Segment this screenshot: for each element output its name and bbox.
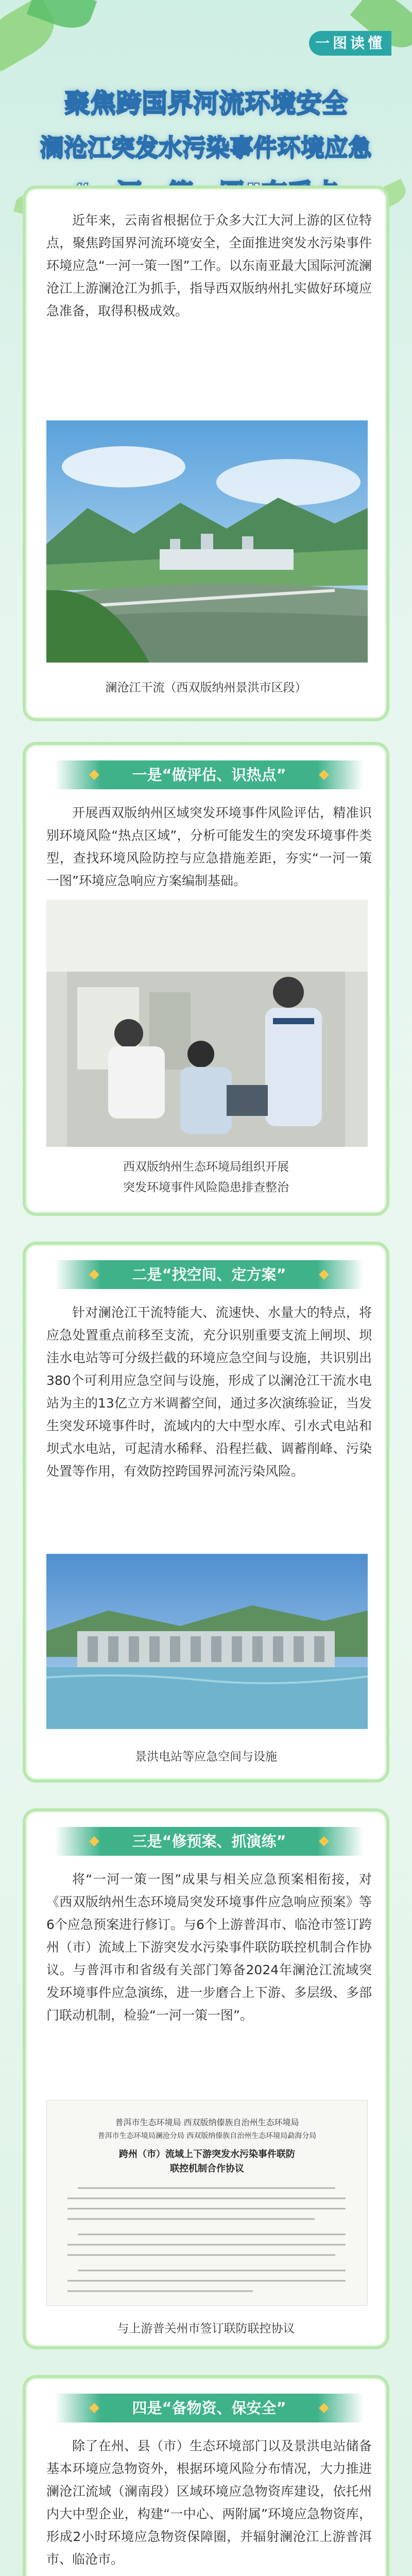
section2-photo [46, 1554, 368, 1729]
intro-paragraph: 近年来，云南省根据位于众多大江大河上游的区位特点，聚焦跨国界河流环境安全，全面推进突发水污染事件环境应急“一河一策一图”工作。以东南亚最大国际河流澜沧江上游澜沧江为抓手，指导西双版纳州扎实做好环境应急准备，取得积极成效。 [46, 213, 372, 318]
section2-card [23, 1242, 389, 1783]
intro-photo [46, 420, 368, 663]
inspection-photo-image [46, 900, 368, 1147]
section2-title: 二是“找空间、定方案” [55, 1260, 364, 1289]
intro-caption: 澜沧江干流（西双版纳州景洪市区段） [105, 681, 307, 694]
category-tag: 一图读懂 [309, 31, 391, 56]
section3-caption: 与上游普关州市签订联防联控协议 [117, 2322, 295, 2335]
river-landscape-image [46, 420, 368, 663]
doc-title-line3: 跨州（市）流域上下游突发水污染事件联防 [119, 2149, 295, 2160]
dam-photo-image [46, 1554, 368, 1729]
section4-card [23, 2375, 389, 2576]
doc-title-line2: 普洱市生态环境局澜沧分局 西双版纳傣族自治州生态环境局勐海分局 [97, 2132, 317, 2140]
section3-title: 三是“修预案、抓演练” [55, 1827, 364, 1856]
title-line-1: 聚焦跨国界河流环境安全 [64, 88, 348, 118]
section1-photo [46, 900, 368, 1147]
intro-card [23, 185, 389, 721]
section1-title: 一是“做评估、识热点” [55, 760, 364, 789]
section1-card [23, 742, 389, 1216]
section2-caption: 景洪电站等应急空间与设施 [135, 1750, 277, 1764]
section4-title: 四是“备物资、保安全” [55, 2394, 364, 2422]
section1-caption-line2: 突发环境事件风险隐患排查整治 [123, 1181, 289, 1194]
section2-paragraph: 针对澜沧江干流特能大、流速快、水量大的特点，将应急处置重点前移至支流，充分识别重要支流上闸坝、坝洼水电站等可分级拦截的环境应急空间与设施，共识别出380个可利用应急空间与设施，形成了以澜沧江干流水电站为主的13亿立方米调蓄空间，通过多次演练验证，当发生突发环境事件时，流域内的大中型水库、引水式电站和坝式水电站，可起清水稀释、沿程拦截、调蓄削峰、污染处置等作用，有效防控跨国界河流污染风险。 [46, 1305, 372, 1479]
doc-title-line1: 普洱市生态环境局 西双版纳傣族自治州生态环境局 [115, 2117, 299, 2127]
title-line-2: 澜沧江突发水污染事件环境应急 [40, 133, 372, 161]
section4-paragraph: 除了在州、县（市）生态环境部门以及景洪电站储备基本环境应急物资外，根据环境风险分布情况，大力推进澜沧江流域（澜南段）区域环境应急物资库建设，依托州内大中型企业，构建“一中心、两附属”环境应急物资库，形成2小时环境应急物资保障圈，并辐射澜沧江上游普洱市、临沧市。 [46, 2438, 372, 2567]
agreement-document [46, 2100, 368, 2306]
section3-card [23, 1808, 389, 2349]
document-body-lines [47, 2100, 368, 2306]
section1-paragraph: 开展西双版纳州区域突发环境事件风险评估，精准识别环境风险“热点区域”，分析可能发生的突发环境事件类型，查找环境风险防控与应急措施差距，夯实“一河一策一图”环境应急响应方案编制基础。 [46, 805, 372, 888]
section1-caption-line1: 西双版纳州生态环境局组织开展 [123, 1160, 289, 1174]
section3-paragraph: 将“一河一策一图”成果与相关应急预案相衔接，对《西双版纳州生态环境局突发环境事件应急响应预案》等6个应急预案进行修订。与6个上游普洱市、临沧市签订跨州（市）流域上下游突发水污染事件联防联控机制合作协议。与普洱市和省级有关部门筹备2024年澜沧江流域突发环境事件应急演练，进一步磨合上下游、多层级、多部门联动机制，检验“一河一策一图”。 [46, 1872, 372, 2023]
doc-title-line4: 联控机制合作协议 [170, 2163, 244, 2174]
